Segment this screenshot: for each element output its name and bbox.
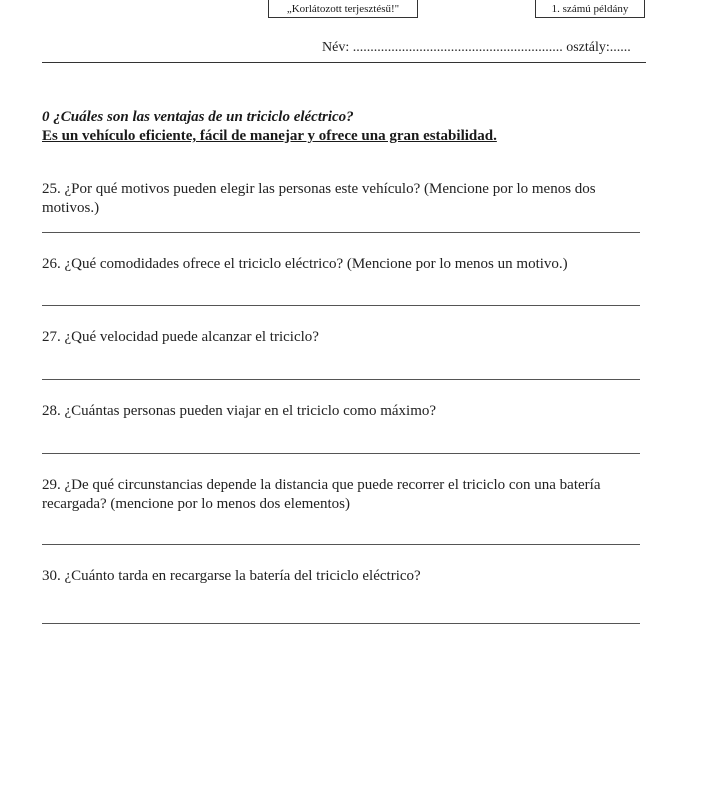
answer-line-29[interactable] bbox=[42, 544, 640, 545]
question-27: 27. ¿Qué velocidad puede alcanzar el triciclo? bbox=[42, 329, 319, 345]
answer-line-30[interactable] bbox=[42, 623, 640, 624]
question-25: 25. ¿Por qué motivos pueden elegir las personas este vehículo? (Mencione por lo menos dos motivos.) bbox=[42, 181, 596, 216]
example-question: 0 ¿Cuáles son las ventajas de un triciclo eléctrico? bbox=[42, 109, 354, 125]
copy-number-label: 1. számú példány bbox=[535, 0, 645, 18]
example-block bbox=[42, 108, 652, 146]
question-30: 30. ¿Cuánto tarda en recargarse la batería del triciclo eléctrico? bbox=[42, 568, 421, 584]
answer-line-27[interactable] bbox=[42, 379, 640, 380]
example-answer: Es un vehículo eficiente, fácil de manejar y ofrece una gran estabilidad. bbox=[42, 128, 497, 144]
header-divider bbox=[42, 62, 646, 63]
question-26: 26. ¿Qué comodidades ofrece el triciclo eléctrico? (Mencione por lo menos un motivo.) bbox=[42, 256, 568, 272]
question-29: 29. ¿De qué circunstancias depende la distancia que puede recorrer el triciclo con una batería recargada? (mencione por lo menos dos elementos) bbox=[42, 477, 601, 512]
answer-line-26[interactable] bbox=[42, 305, 640, 306]
question-28: 28. ¿Cuántas personas pueden viajar en el triciclo como máximo? bbox=[42, 403, 437, 419]
restricted-distribution-label: „Korlátozott terjesztésű!" bbox=[268, 0, 418, 18]
answer-line-25[interactable] bbox=[42, 232, 640, 233]
name-class-field: Név: ............................................................ osztály:...... bbox=[322, 40, 631, 55]
answer-line-28[interactable] bbox=[42, 453, 640, 454]
